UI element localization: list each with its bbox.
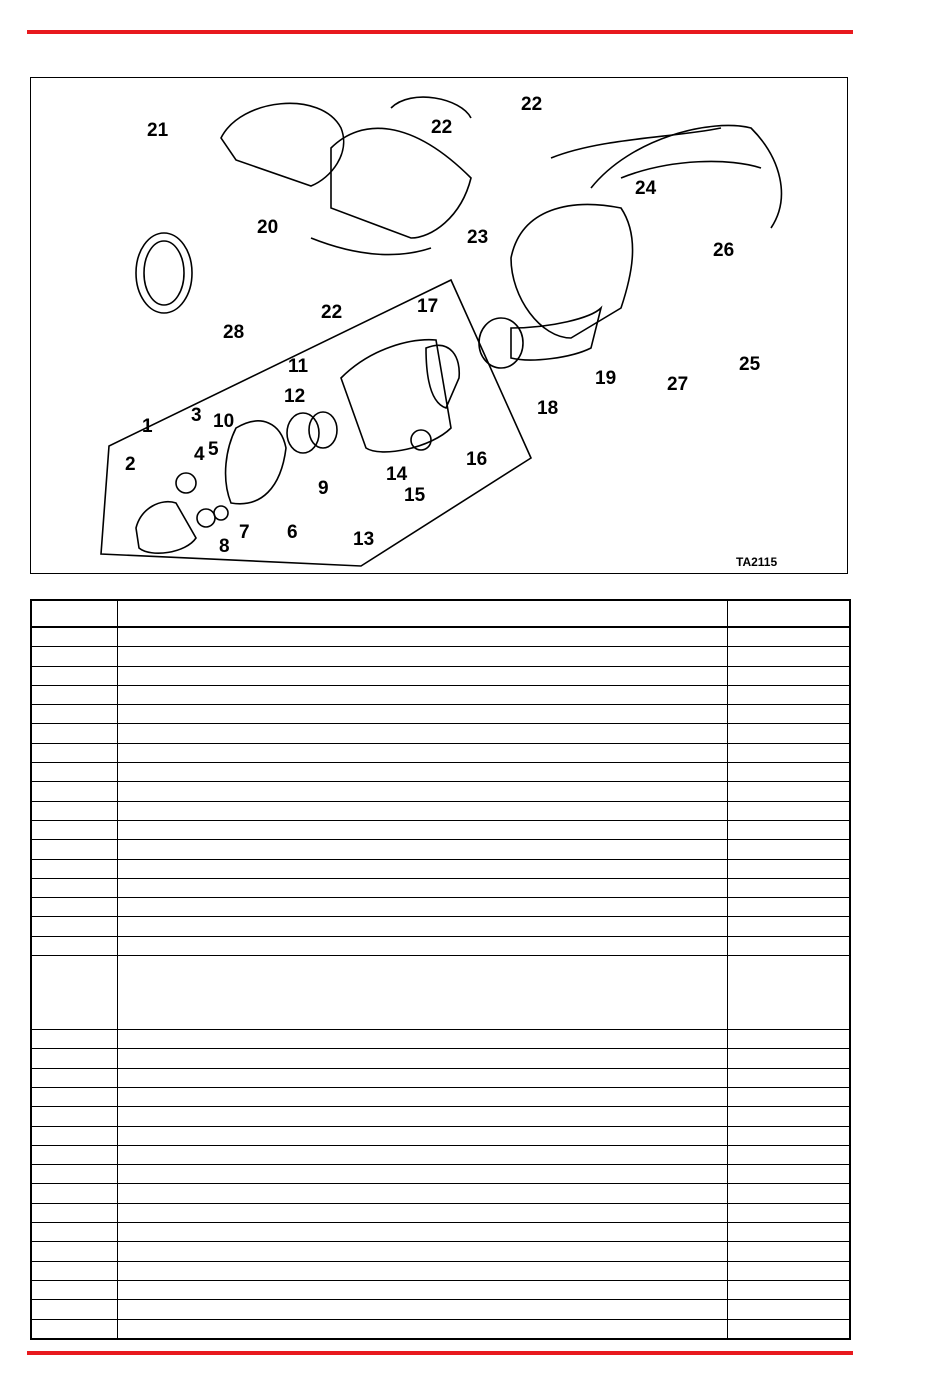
face-piece-part: [341, 340, 451, 452]
lens-part: [221, 103, 344, 186]
table-row: [31, 647, 850, 666]
table-cell: [727, 666, 850, 685]
table-row: [31, 1049, 850, 1068]
callout-20: 20: [257, 217, 279, 238]
callout-16: 16: [466, 449, 488, 470]
outlet-valve-body: [226, 421, 286, 504]
table-row: [31, 840, 850, 859]
table-cell: [727, 1319, 850, 1339]
table-cell: [727, 782, 850, 801]
table-row: [31, 936, 850, 955]
table-row: [31, 743, 850, 762]
table-cell: [727, 1223, 850, 1242]
table-cell: [727, 1068, 850, 1087]
table-cell: [727, 685, 850, 704]
table-cell: [727, 1261, 850, 1280]
table-cell: [117, 1165, 727, 1184]
callout-25: 25: [739, 354, 761, 375]
callout-28: 28: [223, 322, 245, 343]
table-cell: [31, 743, 117, 762]
table-cell: [31, 1165, 117, 1184]
table-cell: [727, 647, 850, 666]
table-cell: [117, 820, 727, 839]
table-cell: [117, 840, 727, 859]
table-cell: [31, 1280, 117, 1299]
table-row: [31, 820, 850, 839]
callout-1: 1: [142, 416, 153, 437]
table-row: [31, 1203, 850, 1222]
table-row: [31, 1030, 850, 1049]
table-cell: [31, 1030, 117, 1049]
table-cell: [727, 1165, 850, 1184]
table-row: [31, 1184, 850, 1203]
table-cell: [31, 878, 117, 897]
table-cell: [31, 647, 117, 666]
table-cell: [31, 763, 117, 782]
table-row: [31, 724, 850, 743]
callout-19: 19: [595, 368, 617, 389]
callout-7: 7: [239, 522, 250, 543]
callout-21: 21: [147, 120, 169, 141]
callout-2: 2: [125, 454, 136, 475]
table-cell: [727, 898, 850, 917]
inset-outline: [101, 280, 531, 566]
table-row: [31, 898, 850, 917]
table-cell: [727, 917, 850, 936]
table-cell: [117, 1087, 727, 1106]
table-cell: [117, 1068, 727, 1087]
header-description-column: [117, 600, 727, 627]
callout-10: 10: [213, 411, 235, 432]
parts-table-body: [31, 627, 850, 1339]
table-cell: [31, 956, 117, 1030]
table-row: [31, 1319, 850, 1339]
table-cell: [31, 1145, 117, 1164]
table-row: [31, 878, 850, 897]
callout-18: 18: [537, 398, 559, 419]
visor-part: [331, 128, 471, 238]
table-cell: [117, 956, 727, 1030]
table-cell: [117, 1184, 727, 1203]
table-cell: [727, 1300, 850, 1319]
table-row: [31, 1223, 850, 1242]
table-cell: [727, 801, 850, 820]
table-cell: [117, 1203, 727, 1222]
table-cell: [31, 1087, 117, 1106]
table-row: [31, 956, 850, 1030]
table-cell: [727, 1242, 850, 1261]
table-cell: [31, 1049, 117, 1068]
header-rule: [27, 30, 853, 34]
table-cell: [117, 782, 727, 801]
table-row: [31, 1107, 850, 1126]
table-cell: [727, 724, 850, 743]
table-cell: [117, 1107, 727, 1126]
table-cell: [727, 1203, 850, 1222]
table-cell: [727, 1145, 850, 1164]
table-cell: [31, 859, 117, 878]
table-cell: [117, 1223, 727, 1242]
table-cell: [117, 1319, 727, 1339]
table-cell: [117, 1261, 727, 1280]
table-cell: [727, 878, 850, 897]
table-cell: [727, 956, 850, 1030]
table-cell: [727, 840, 850, 859]
table-cell: [117, 801, 727, 820]
table-cell: [727, 705, 850, 724]
table-row: [31, 859, 850, 878]
table-row: [31, 627, 850, 647]
table-cell: [31, 1107, 117, 1126]
table-cell: [727, 859, 850, 878]
table-cell: [31, 1242, 117, 1261]
table-cell: [117, 743, 727, 762]
table-cell: [117, 1049, 727, 1068]
callout-15: 15: [404, 485, 426, 506]
table-cell: [31, 627, 117, 647]
table-cell: [117, 917, 727, 936]
table-row: [31, 1145, 850, 1164]
callout-26: 26: [713, 240, 735, 261]
visor-band-bottom: [311, 238, 431, 255]
callout-22-b: 22: [431, 117, 453, 138]
table-cell: [31, 1126, 117, 1145]
table-cell: [117, 878, 727, 897]
table-cell: [117, 685, 727, 704]
table-cell: [117, 647, 727, 666]
table-cell: [117, 724, 727, 743]
table-cell: [117, 666, 727, 685]
table-cell: [727, 820, 850, 839]
table-row: [31, 1300, 850, 1319]
mask-exploded-diagram: [31, 78, 849, 575]
table-cell: [117, 898, 727, 917]
table-cell: [31, 666, 117, 685]
table-row: [31, 1126, 850, 1145]
table-cell: [117, 1145, 727, 1164]
table-cell: [117, 1242, 727, 1261]
header-item-column: [31, 600, 117, 627]
speaking-diaphragm-ring: [479, 318, 523, 368]
table-row: [31, 1242, 850, 1261]
table-cell: [727, 1280, 850, 1299]
callout-9: 9: [318, 478, 329, 499]
table-cell: [31, 840, 117, 859]
callout-3: 3: [191, 405, 202, 426]
table-header-row: [31, 600, 850, 627]
callout-24: 24: [635, 178, 657, 199]
table-row: [31, 763, 850, 782]
table-cell: [31, 1300, 117, 1319]
callout-23: 23: [467, 227, 489, 248]
table-row: [31, 685, 850, 704]
table-row: [31, 705, 850, 724]
table-cell: [727, 743, 850, 762]
table-row: [31, 1261, 850, 1280]
table-cell: [31, 820, 117, 839]
table-cell: [31, 1261, 117, 1280]
callout-22-a: 22: [521, 94, 543, 115]
callout-5: 5: [208, 439, 219, 460]
table-cell: [117, 859, 727, 878]
table-row: [31, 666, 850, 685]
table-cell: [31, 705, 117, 724]
callout-14: 14: [386, 464, 408, 485]
callout-8: 8: [219, 536, 230, 557]
table-cell: [727, 1107, 850, 1126]
footer-rule: [27, 1351, 853, 1355]
table-cell: [117, 936, 727, 955]
table-row: [31, 1087, 850, 1106]
table-cell: [727, 1184, 850, 1203]
table-row: [31, 1165, 850, 1184]
table-cell: [727, 627, 850, 647]
callout-13: 13: [353, 529, 375, 550]
table-cell: [31, 1223, 117, 1242]
table-cell: [31, 1184, 117, 1203]
table-cell: [117, 705, 727, 724]
table-cell: [31, 782, 117, 801]
table-cell: [727, 936, 850, 955]
callout-11: 11: [288, 356, 309, 377]
table-cell: [117, 627, 727, 647]
callout-17: 17: [417, 296, 439, 317]
header-quantity-column: [727, 600, 850, 627]
table-cell: [727, 1126, 850, 1145]
table-cell: [31, 898, 117, 917]
table-cell: [117, 763, 727, 782]
table-cell: [31, 1203, 117, 1222]
callout-12: 12: [284, 386, 306, 407]
table-cell: [31, 685, 117, 704]
table-row: [31, 917, 850, 936]
parts-list-table: [30, 599, 851, 1340]
table-cell: [31, 801, 117, 820]
figure-id-label: TA2115: [736, 555, 778, 569]
callout-27: 27: [667, 374, 689, 395]
exploded-view-figure: [30, 77, 848, 574]
table-cell: [31, 724, 117, 743]
table-cell: [117, 1280, 727, 1299]
table-cell: [117, 1030, 727, 1049]
table-cell: [727, 1030, 850, 1049]
table-row: [31, 1068, 850, 1087]
mask-body: [511, 205, 633, 338]
table-cell: [31, 936, 117, 955]
table-cell: [31, 917, 117, 936]
table-row: [31, 782, 850, 801]
table-cell: [31, 1319, 117, 1339]
table-row: [31, 801, 850, 820]
table-cell: [117, 1126, 727, 1145]
callout-6: 6: [287, 522, 298, 543]
callout-4: 4: [194, 444, 205, 465]
table-row: [31, 1280, 850, 1299]
callout-22-c: 22: [321, 302, 343, 323]
table-cell: [117, 1300, 727, 1319]
table-cell: [727, 763, 850, 782]
table-cell: [31, 1068, 117, 1087]
table-cell: [727, 1049, 850, 1068]
table-cell: [727, 1087, 850, 1106]
visor-band-top: [391, 97, 471, 118]
